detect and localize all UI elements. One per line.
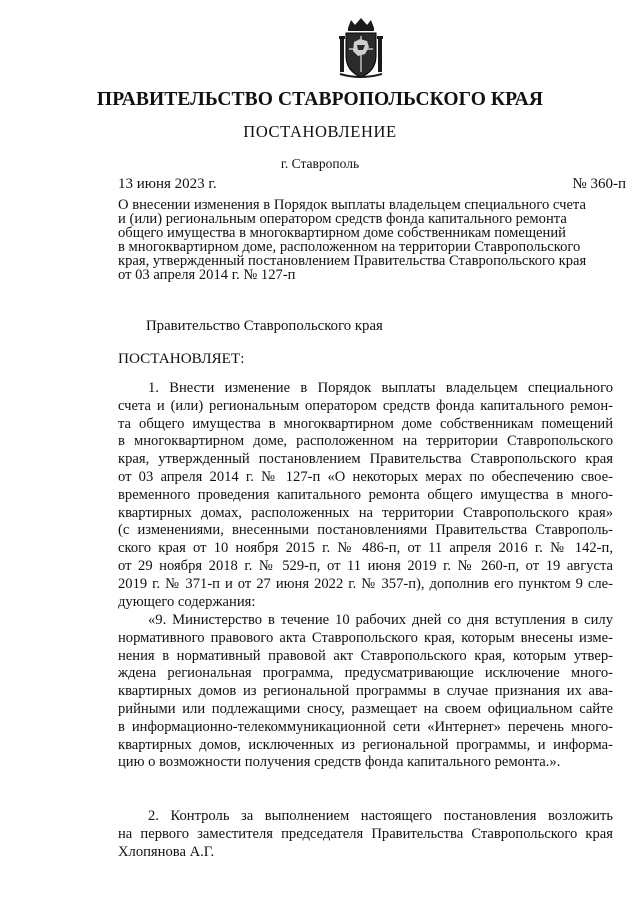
paragraph-line: в информационно-телекоммуникационной сети «Интернет» перечень много-	[118, 718, 613, 735]
preamble-government: Правительство Ставропольского края	[146, 318, 383, 334]
subject-line: общего имущества в многоквартирном доме собственникам помещений	[118, 225, 566, 241]
document-type: ПОСТАНОВЛЕНИЕ	[243, 122, 397, 141]
paragraph-line: 1. Внести изменение в Порядок выплаты владельцем специального	[148, 380, 613, 396]
preamble-resolves: ПОСТАНОВЛЯЕТ:	[118, 350, 245, 367]
paragraph-line: края, утвержденный постановлением Правительства Ставропольского края	[118, 451, 613, 468]
paragraph-2	[118, 808, 613, 861]
subject-line: в многоквартирном доме, расположенном на территории Ставропольского	[118, 239, 581, 255]
subject-line: и (или) региональным оператором средств фонда капитального ремонта	[118, 211, 567, 227]
paragraph-line: от 29 ноября 2018 г. № 529-п, от 11 июня 2019 г. № 260-п, от 19 августа	[118, 557, 613, 574]
item-9-quote	[118, 612, 613, 772]
organization-title: ПРАВИТЕЛЬСТВО СТАВРОПОЛЬСКОГО КРАЯ	[96, 89, 544, 110]
paragraph-line: 2. Контроль за выполнением настоящего постановления возложить	[148, 808, 613, 824]
paragraph-line: дующего содержания:	[118, 593, 256, 610]
paragraph-line: квартирных домов, исключенных из региональной программы, и информа-	[118, 736, 613, 753]
paragraph-line: (с изменениями, внесенными постановлениями Правительства Ставрополь-	[118, 522, 613, 539]
paragraph-line: Хлопянова А.Г.	[118, 843, 215, 860]
paragraph-line: ждена региональная программа, предусматривающие исключение много-	[118, 665, 613, 682]
paragraph-line: ского края от 10 ноября 2015 г. № 486-п, от 11 апреля 2016 г. № 142-п,	[118, 540, 613, 557]
document-number: № 360-п	[572, 176, 626, 192]
paragraph-line: цию о возможности получения средств фонда капитального ремонта.».	[118, 754, 561, 771]
paragraph-line: счета и (или) региональным оператором средств фонда капитального ремон-	[118, 397, 613, 414]
document-date: 13 июня 2023 г.	[118, 176, 217, 192]
subject-line: О внесении изменения в Порядок выплаты владельцем специального счета	[118, 197, 586, 213]
subject-line: от 03 апреля 2014 г. № 127-п	[118, 267, 296, 283]
paragraph-line: в многоквартирном доме, расположенном на территории Ставропольского	[118, 433, 613, 450]
paragraph-1	[118, 380, 613, 611]
city-line: г. Ставрополь	[280, 156, 360, 171]
paragraph-line: от 03 апреля 2014 г. № 127-п «О некоторых мерах по обеспечению свое-	[118, 468, 613, 485]
paragraph-line: 2019 г. № 371-п и от 27 июня 2022 г. № 357-п), дополнив его пунктом 9 сле-	[118, 575, 613, 592]
paragraph-line: квартирных домах, расположенных на территории Ставропольского края»	[118, 504, 613, 521]
paragraph-line: временного проведения капитального ремонта общего имущества в много-	[118, 486, 613, 503]
paragraph-line: нения в нормативный правовой акт Ставропольского края, которым утвер-	[118, 647, 613, 664]
paragraph-line: на первого заместителя председателя Правительства Ставропольского края	[118, 825, 613, 842]
paragraph-line: квартирных домов из региональной программы в случае признания их ава-	[118, 683, 613, 700]
stavropol-coat-of-arms-icon	[336, 16, 386, 80]
document-subject	[118, 198, 618, 282]
subject-line: края, утвержденный постановлением Правительства Ставропольского края	[118, 253, 587, 269]
paragraph-line: рийными или подлежащими сносу, размещает на своем официальном сайте	[118, 700, 613, 717]
paragraph-line: та общего имущества в многоквартирном доме собственникам помещений	[118, 415, 613, 432]
paragraph-line: «9. Министерство в течение 10 рабочих дней со дня вступления в силу	[148, 612, 613, 628]
paragraph-line: нормативного правового акта Ставропольского края, которым внесены изме-	[118, 629, 613, 646]
